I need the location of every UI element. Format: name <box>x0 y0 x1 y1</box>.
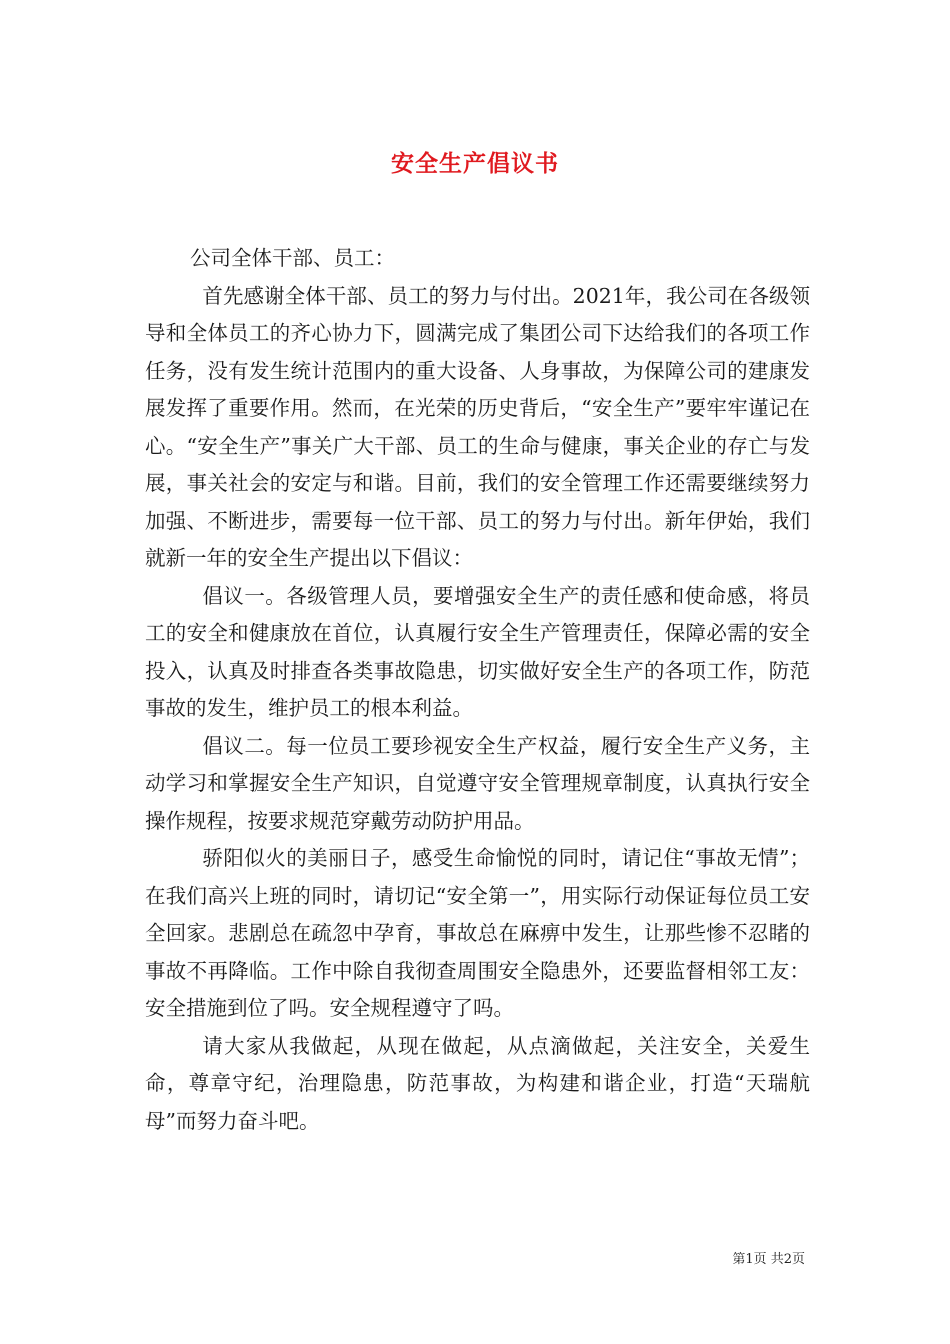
page-number: 第1页 共2页 <box>732 1252 805 1267</box>
paragraph-proposal-1: 倡议一。各级管理人员，要增强安全生产的责任感和使命感，将员工的安全和健康放在首位，认真履行安全生产管理责任，保障必需的安全投入，认真及时排查各类事故隐患，切实做好安全生产的各项工作，防范事故的发生，维护员工的根本利益。 <box>145 583 810 720</box>
salutation: 公司全体干部、员工： <box>190 246 395 270</box>
paragraph-reminder: 骄阳似火的美丽日子，感受生命愉悦的同时，请记住“事故无情”；在我们高兴上班的同时，请切记“安全第一”，用实际行动保证每位员工安全回家。悲剧总在疏忽中孕育，事故总在麻痹中发生，让那些惨不忍睹的事故不再降临。工作中除自我彻查周围安全隐患外，还要监督相邻工友：安全措施到位了吗。安全规程遵守了吗。 <box>145 846 810 1020</box>
document-body <box>145 240 810 1140</box>
paragraph-closing: 请大家从我做起，从现在做起，从点滴做起，关注安全，关爱生命，尊章守纪，治理隐患，防范事故，为构建和谐企业，打造“天瑞航母”而努力奋斗吧。 <box>145 1033 810 1133</box>
paragraph-intro: 首先感谢全体干部、员工的努力与付出。2021年，我公司在各级领导和全体员工的齐心协力下，圆满完成了集团公司下达给我们的各项工作任务，没有发生统计范围内的重大设备、人身事故，为保障公司的建康发展发挥了重要作用。然而，在光荣的历史背后，“安全生产”要牢牢谨记在心。“安全生产”事关广大干部、员工的生命与健康，事关企业的存亡与发展，事关社会的安定与和谐。目前，我们的安全管理工作还需要继续努力加强、不断进步，需要每一位干部、员工的努力与付出。新年伊始，我们就新一年的安全生产提出以下倡议： <box>145 283 810 570</box>
page-title: 安全生产倡议书 <box>391 150 559 178</box>
paragraph-proposal-2: 倡议二。每一位员工要珍视安全生产权益，履行安全生产义务，主动学习和掌握安全生产知识，自觉遵守安全管理规章制度，认真执行安全操作规程，按要求规范穿戴劳动防护用品。 <box>145 733 810 833</box>
